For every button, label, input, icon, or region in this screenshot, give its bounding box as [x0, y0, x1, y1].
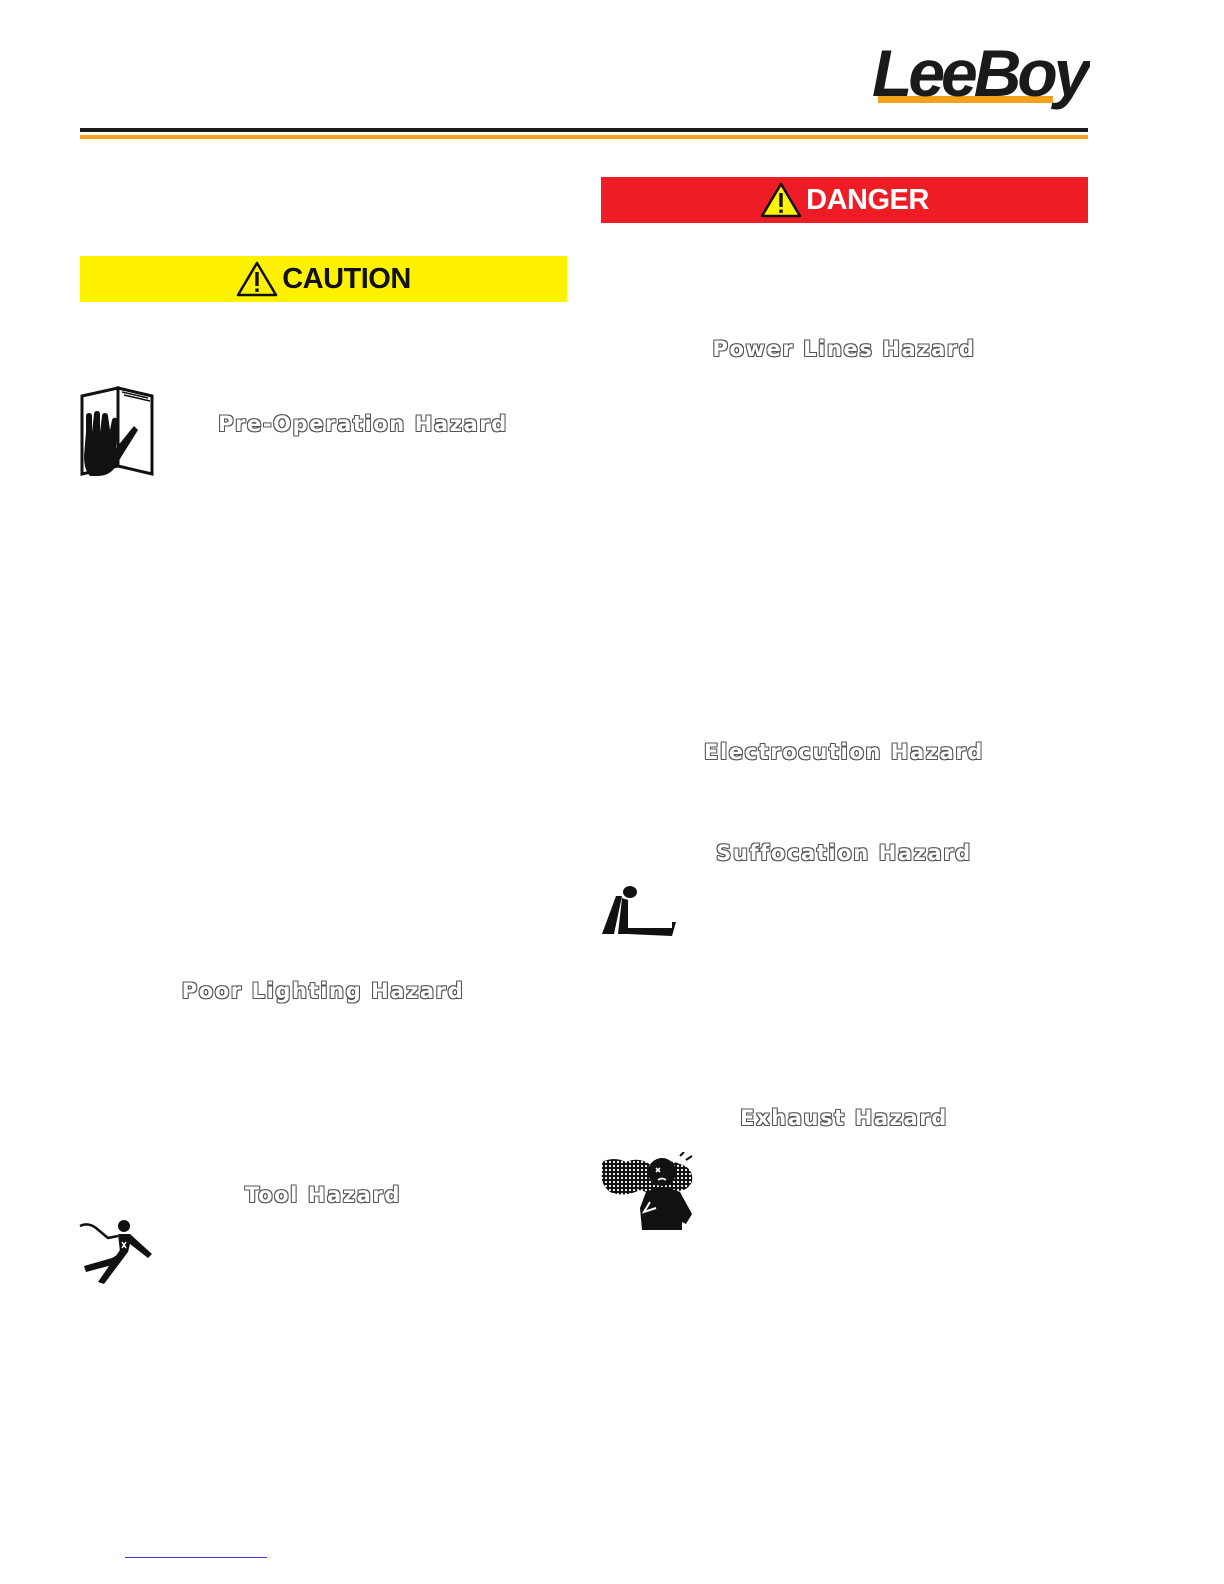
pre-operation-heading: Pre-Operation Hazard	[218, 412, 508, 436]
danger-label: DANGER	[806, 183, 929, 216]
exhaust-icon	[600, 1152, 696, 1232]
logo-text: LeeBoy	[872, 36, 1087, 110]
header-rule-black	[80, 128, 1088, 132]
warning-triangle-icon	[236, 261, 278, 297]
power-lines-heading: Power Lines Hazard	[712, 337, 976, 361]
caution-label: CAUTION	[282, 262, 411, 295]
poor-lighting-heading: Poor Lighting Hazard	[181, 979, 465, 1003]
electrocution-heading: Electrocution Hazard	[704, 740, 984, 764]
suffocation-heading: Suffocation Hazard	[716, 841, 972, 865]
caution-banner	[80, 256, 567, 302]
header-rule-orange	[80, 135, 1088, 139]
suffocation-icon	[600, 884, 678, 938]
tool-heading: Tool Hazard	[244, 1183, 402, 1207]
leeboy-logo	[868, 34, 1090, 118]
tool-hazard-icon	[78, 1218, 154, 1286]
danger-banner	[601, 177, 1088, 223]
warning-triangle-icon	[760, 182, 802, 218]
read-manual-icon	[78, 386, 156, 480]
exhaust-heading: Exhaust Hazard	[740, 1106, 948, 1130]
footer-link-underline[interactable]	[125, 1557, 267, 1558]
